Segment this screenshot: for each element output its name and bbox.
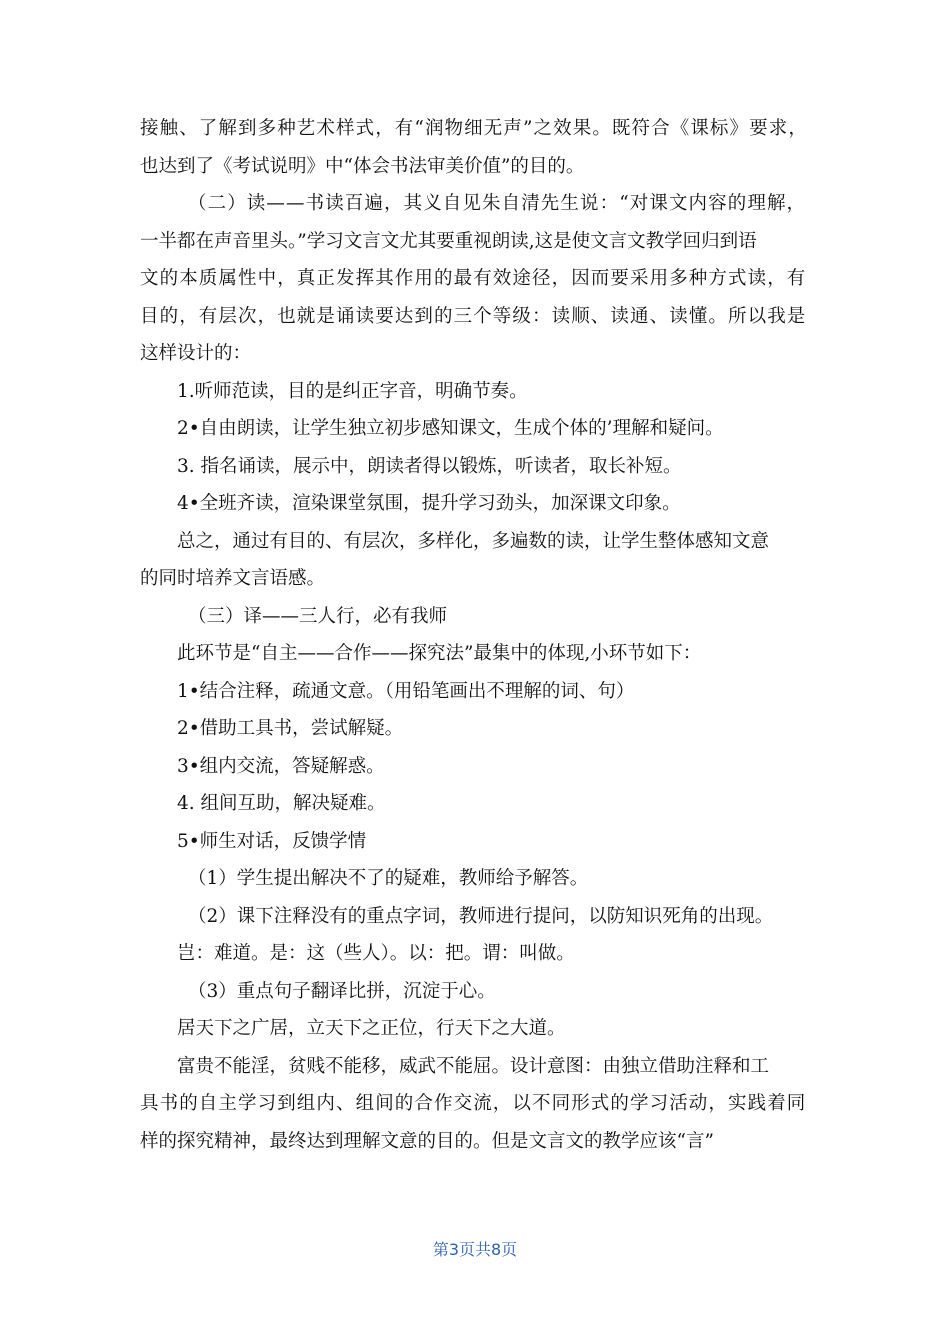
text-line: 也达到了《考试说明》中“体会书法审美价值”的目的。 [140, 155, 585, 177]
text-line: 1.听师范读，目的是纠正字音，明确节奏。 [177, 380, 528, 402]
sub-list-item: （3）重点句子翻译比拼，沉淀于心。 [188, 980, 496, 1002]
text-line: 总之，通过有目的、有层次，多样化，多遍数的读，让学生整体感知文意 [177, 530, 770, 552]
text-line: （二）读——书读百遍，其义自见朱自清先生说：“对课文内容的理解， [188, 193, 807, 214]
text-line: 的同时培养文言语感。 [140, 568, 326, 589]
text-line: 文的本质属性中，真正发挥其作用的最有效途径，因而要采用多种方式读，有 [140, 268, 807, 289]
list-item: 3•组内交流，答疑解惑。 [177, 755, 385, 777]
text-line: 这样设计的： [140, 343, 252, 364]
text-line: 2•自由朗读，让学生独立初步感知课文，生成个体的’理解和疑问。 [177, 418, 724, 439]
text-line: 样的探究精神，最终达到理解文意的目的。但是文言文的教学应该“言” [140, 1130, 714, 1152]
section-heading: （三）译——三人行，必有我师 [188, 605, 448, 627]
list-item: 1•结合注释，疏通文意。（用铅笔画出不理解的词、句） [177, 680, 635, 702]
text-line: 3. 指名诵读，展示中，朗读者得以锻炼，听读者，取长补短。 [177, 455, 682, 477]
sub-list-item: （1）学生提出解决不了的疑难，教师给予解答。 [188, 868, 589, 889]
text-line: 目的，有层次，也就是诵读要达到的三个等级：读顺、读通、读懂。所以我是 [140, 305, 807, 327]
text-line: 居天下之广居，立天下之正位，行天下之大道。 [177, 1018, 566, 1039]
text-line: 此环节是“自主——合作——探究法”最集中的体现,小环节如下： [177, 643, 702, 664]
list-item: 5•师生对话，反馈学情 [177, 830, 367, 852]
page-number-footer: 第3页共8页 [432, 1240, 518, 1259]
text-line: 岂：难道。是：这（些人）。以：把。谓：叫做。 [177, 943, 575, 964]
text-line: 具书的自主学习到组内、组间的合作交流，以不同形式的学习活动，实践着同 [140, 1093, 807, 1114]
text-line: 富贵不能淫，贫贱不能移，威武不能屈。设计意图：由独立借助注释和工 [177, 1055, 770, 1077]
text-line: 4•全班齐读，渲染课堂氛围，提升学习劲头，加深课文印象。 [177, 493, 681, 514]
text-line: 接触、了解到多种艺术样式，有“润物细无声”之效果。既符合《课标》要求， [140, 118, 808, 139]
list-item: 4. 组间互助，解决疑难。 [177, 793, 386, 814]
document-body [140, 110, 808, 1160]
list-item: 2•借助工具书，尝试解疑。 [177, 718, 404, 739]
sub-list-item: （2）课下注释没有的重点字词，教师进行提问，以防知识死角的出现。 [188, 905, 774, 927]
text-line: 一半都在声音里头。”学习文言文尤其要重视朗读,这是使文言文教学回归到语 [140, 230, 757, 252]
